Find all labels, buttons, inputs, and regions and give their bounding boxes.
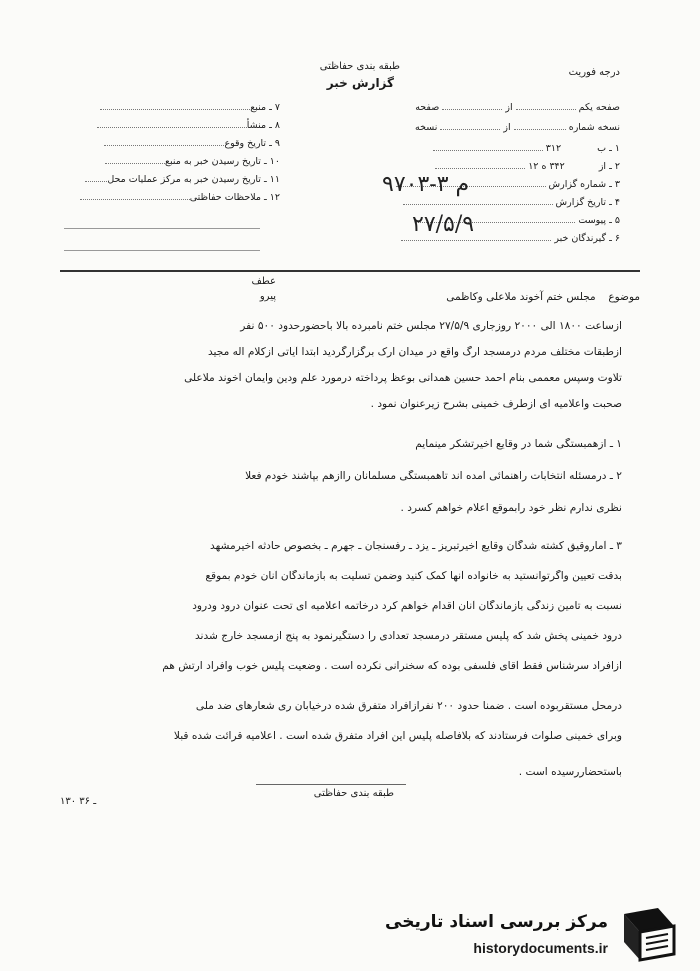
book-logo-icon [618,904,682,966]
arrival-to-center-field: ۱۱ ـ تاریخ رسیدن خبر به مرکز عملیات محل [85,174,280,185]
report-title: گزارش خبر [326,76,394,90]
body-line-11: درود خمینی پخش شد که پلیس مستقر درمسجد تعدادی را دستگیرنمود به پنج ازمسجد خارج شدند [194,630,622,642]
body-line-1: ازساعت ۱۸۰۰ الی ۲۰۰۰ روزجاری ۲۷/۵/۹ مجلس ختم نامبرده بالا باحضورحدود ۵۰۰ نفر [240,320,622,332]
body-line-9: بدقت تعیین واگرتوانستید به خانواده آنها کمک کنید وضمن تسلیت به بازماندگان آنان خودم بموقع [205,570,622,582]
handwritten-report-date: ۲۷/۵/۹ [412,212,475,237]
body-line-14: وبرای خمینی صلوات فرستادند که بلافاصله پلیس این افراد متفرق شده است . اعلامیه قرائت شده قبلا [173,730,622,742]
page-field: صفحه یکم از صفحه [415,102,620,113]
occurrence-date-field: ۹ ـ تاریخ وقوع [104,138,280,149]
subject-text: مجلس ختم آخوند ملاعلی وکاظمی [446,291,596,303]
body-line-7: نظری ندارم نظر خود رابموقع اعلام خواهم کسرد . [400,502,622,514]
notes-line-1 [64,228,260,229]
header-separator [60,270,640,272]
arrival-to-source-field: ۱۰ ـ تاریخ رسیدن خبر به منبع [105,156,280,167]
body-line-2: ازطبقات مختلف مردم درمسجد ارگ واقع در میدان ارک برگزارگردید ابتدا آیاتی ازکلام اله مجید [207,346,622,358]
attachment-field: ۵ ـ پیوست [415,215,620,226]
body-line-4: صحبت واعلامیه ای ازطرف خمینی بشرح زیرعنوان نمود . [370,398,622,410]
body-line-13: درمحل مستقربوده است . ضمنا حدود ۲۰۰ نفرازافراد متفرق شده درخیابان ری شعارهای ضد ملی [195,700,622,712]
subject-line [446,291,640,303]
security-notes-field: ۱۲ ـ ملاحظات حفاظتی [80,192,280,203]
body-line-10: نسبت به تامین زندگی بازماندگان آنان اقدام خواهم کرد درخاتمه اعلامیه ای تحت عنوان درود ودرود [192,600,622,612]
peyro-label: پیرو [259,291,276,302]
notes-line-2 [64,250,260,251]
footer-rule [256,784,406,785]
subject-label: موضوع [608,291,640,303]
org-name: مرکز بررسی اسناد تاریخی [385,912,608,932]
source-field: ۷ ـ منبع [100,102,280,113]
copy-field: نسخه شماره از نسخه [415,122,620,133]
priority-label: درجه فوریت [568,67,620,78]
form-code: ۱۳۰ ـ ۳۶ [60,796,97,807]
body-line-12: ازافراد سرشناس فقط آقای فلسفی بوده که سخنرانی نکرده است . وضعیت پلیس خوب وافراد ارتش هم [162,660,622,672]
atf-label: عطف [251,276,276,287]
handwritten-report-number: ۹۷۰۳-۳ م [382,172,470,197]
website-url: historydocuments.ir [473,940,608,956]
body-line-5: ۱ ـ ازهمبستگی شما در وقایع اخیرتشکر مینمایم [415,438,622,450]
field-b: ۱ ـ ب ۳۱۲ [433,143,620,154]
report-number-field: ۳ ـ شماره گزارش [396,179,620,190]
body-line-6: ۲ ـ درمسئله انتخابات راهنمائی آمده اند تاهمبستگی مسلمانان راازهم بپاشند خودم فعلا [245,470,622,482]
classification-bottom: طبقه بندی حفاظتی [313,788,394,799]
watermark-bar [0,900,700,971]
body-line-8: ۳ ـ آماروقیق کشته شدگان وقایع اخیرتبریز ـ یزد ـ رفسنجان ـ جهرم ـ بخصوص حادثه اخیرمشهد [210,540,622,552]
recipients-field: ۶ ـ گیرندگان خبر [401,233,620,244]
body-line-15: باستحضاررسیده است . [518,766,622,778]
origin-field: ۸ ـ منشأ [97,120,280,131]
report-date-field: ۴ ـ تاریخ گزارش [403,197,620,208]
field-from: ۲ ـ از ۳۴۲ ه ۱۲ [435,161,620,172]
body-line-3: تلاوت وسپس معممی بنام احمد حسین همدانی بوعظ پرداخته درمورد علم ودین وایمان آخوند ملاعلی [184,372,622,384]
classification-top: طبقه بندی حفاظتی [319,61,400,72]
